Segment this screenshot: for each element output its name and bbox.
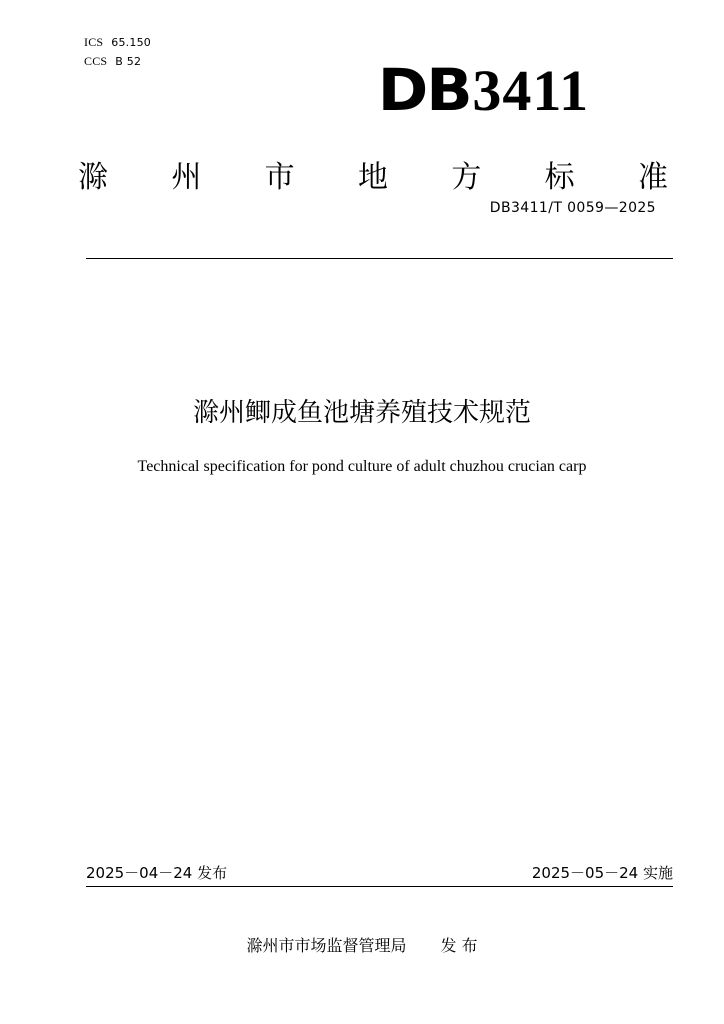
ics-code: 65.150 bbox=[111, 36, 151, 49]
category-char: 州 bbox=[171, 160, 202, 195]
ics-classification bbox=[84, 35, 151, 50]
standard-mark-number: 3411 bbox=[472, 58, 590, 123]
ccs-code: B 52 bbox=[115, 55, 142, 68]
document-number: DB3411/T 0059—2025 bbox=[489, 200, 656, 216]
standard-mark-prefix: DB bbox=[377, 56, 471, 124]
category-char: 准 bbox=[637, 160, 668, 195]
implementation-date: 2025－05－24 实施 bbox=[531, 864, 673, 882]
title-english: Technical specification for pond culture of adult chuzhou crucian carp bbox=[137, 458, 587, 475]
footer-divider bbox=[86, 886, 673, 887]
issuer-action: 发 布 bbox=[440, 936, 478, 955]
standard-mark bbox=[377, 56, 590, 124]
title-chinese: 滁州鲫成鱼池塘养殖技术规范 bbox=[192, 398, 531, 428]
issuer bbox=[0, 934, 724, 958]
release-date: 2025－04－24 发布 bbox=[86, 864, 228, 882]
ccs-label: CCS bbox=[84, 54, 108, 68]
category-char: 方 bbox=[451, 160, 482, 195]
issuer-organization: 滁州市市场监督管理局 bbox=[246, 936, 407, 955]
ccs-classification bbox=[84, 54, 141, 69]
category-char: 地 bbox=[357, 160, 388, 195]
category-title bbox=[78, 158, 668, 198]
category-char: 市 bbox=[264, 160, 295, 195]
ics-label: ICS bbox=[84, 35, 104, 49]
header-divider bbox=[86, 258, 673, 259]
category-char: 标 bbox=[544, 160, 575, 195]
category-char: 滁 bbox=[78, 160, 108, 195]
